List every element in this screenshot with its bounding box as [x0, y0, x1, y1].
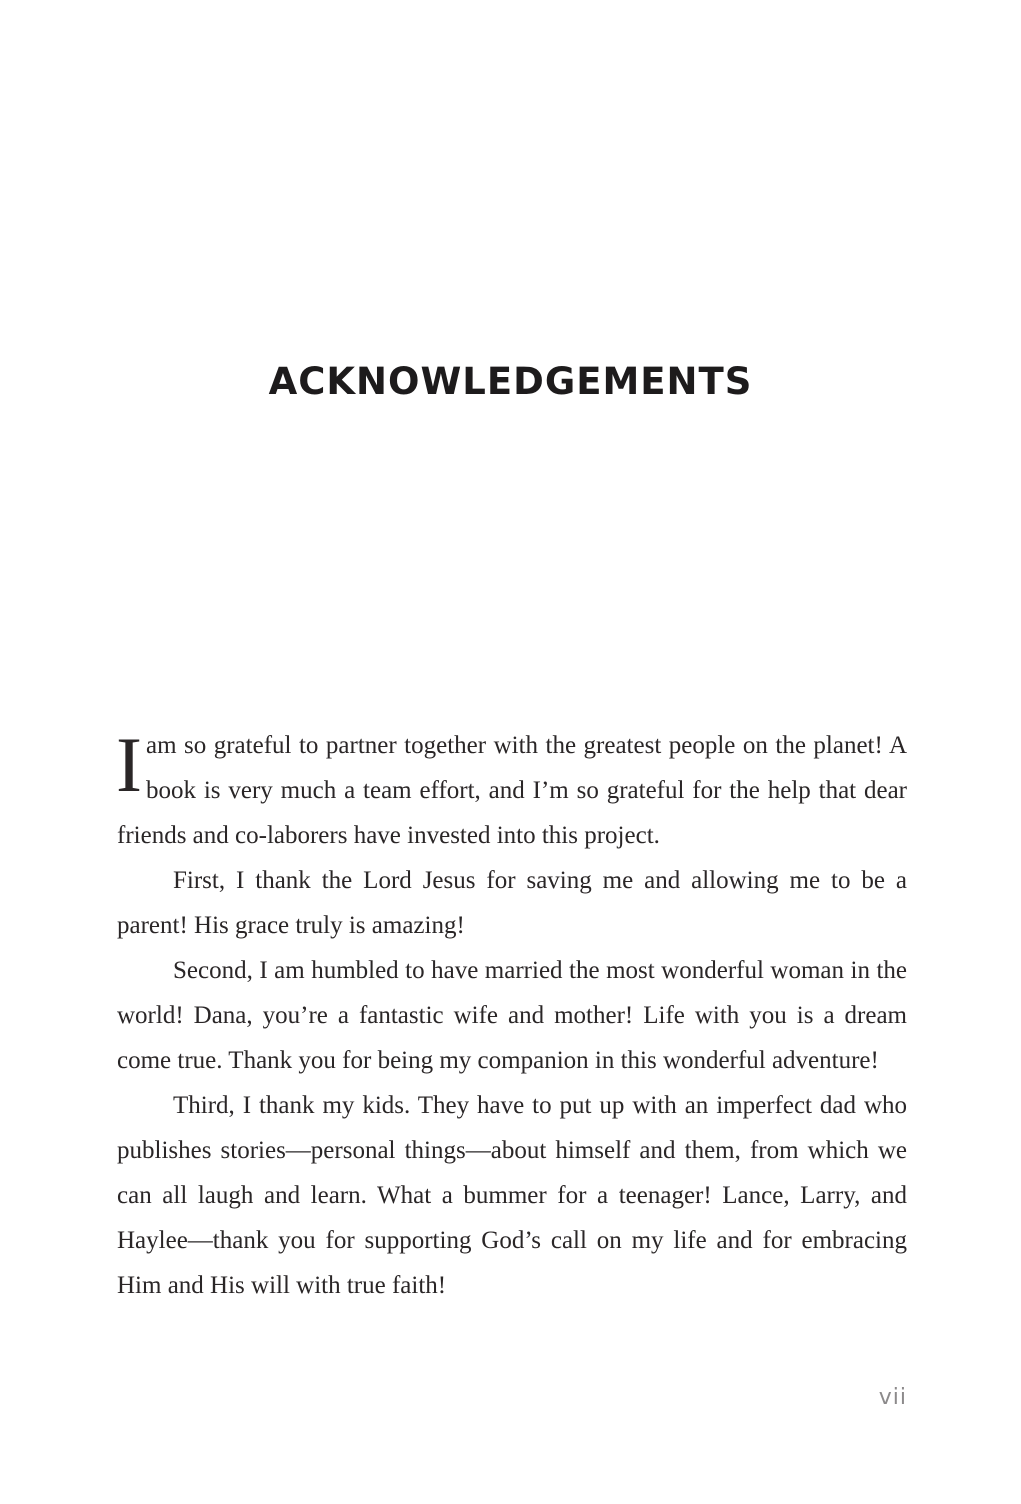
page-number: vii — [878, 1385, 907, 1410]
paragraph-3: Second, I am humbled to have married the most wonderful woman in the world! Dana, you’re a fantastic wife and mother! Life with you is a dream come true. Thank you for being my companion in this wonderful adventure! — [117, 957, 907, 1074]
paragraph-2: First, I thank the Lord Jesus for saving me and allowing me to be a parent! His grace truly is amazing! — [117, 867, 907, 939]
acknowledgements-body — [117, 723, 907, 1308]
paragraph-1-text: am so grateful to partner together with the greatest people on the planet! A book is very much a team effort, and I’m so grateful for the help that dear friends and co-laborers have invested into this project. — [117, 732, 907, 849]
paragraph-4: Third, I thank my kids. They have to put up with an imperfect dad who publishes stories—personal things—about himself and them, from which we can all laugh and learn. What a bummer for a teenager! Lance, Larry, and Haylee—thank you for supporting God’s call on my life and for embracing Him and His will with true faith! — [117, 1092, 907, 1299]
drop-cap: I — [116, 721, 142, 808]
paragraph-1 — [117, 723, 907, 858]
chapter-title: ACKNOWLEDGEMENTS — [268, 360, 753, 403]
